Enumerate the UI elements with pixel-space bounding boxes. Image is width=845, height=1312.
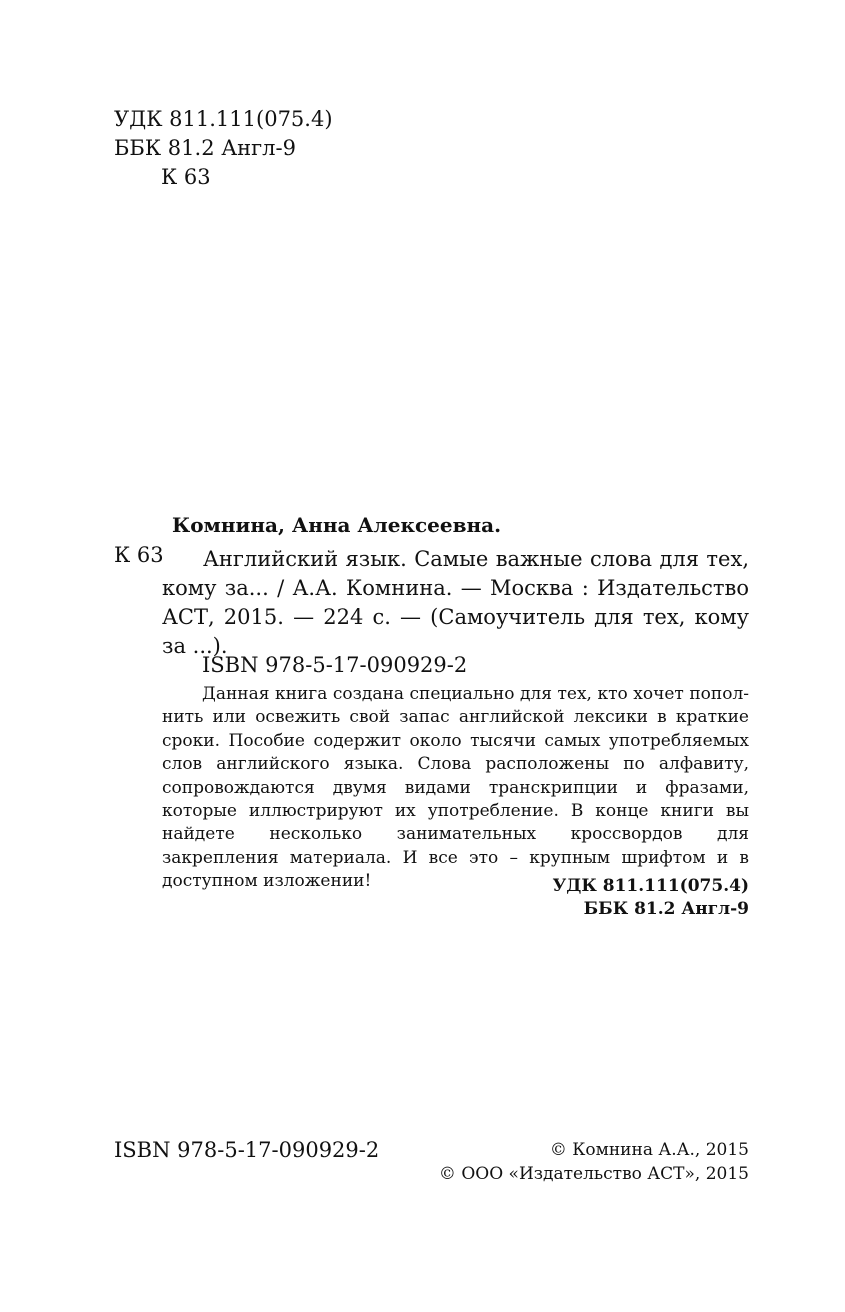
author-code-top: К 63 xyxy=(161,165,211,189)
bbk-code-record: ББК 81.2 Англ-9 xyxy=(583,899,749,919)
udc-code-top: УДК 811.111(075.4) xyxy=(114,107,333,131)
abstract xyxy=(162,683,749,894)
udc-code-record: УДК 811.111(075.4) xyxy=(552,876,749,896)
isbn-footer: ISBN 978-5-17-090929-2 xyxy=(114,1138,380,1162)
bbk-code-top: ББК 81.2 Англ-9 xyxy=(114,136,296,160)
copyright-author: © Комнина А.А., 2015 xyxy=(549,1140,749,1160)
author-code-record: К 63 xyxy=(114,543,164,567)
isbn-record: ISBN 978-5-17-090929-2 xyxy=(202,653,468,677)
abstract-text: Данная книга создана специально для тех, кто хочет пополнить или освежить свой запас английской лексики в краткие сроки. Пособие содержит около тысячи самых употребляемых слов английского языка. Слова расположены по алфавиту, сопровождаются двумя видами транскрипции и фразами, которые иллюстрируют их употребление. В конце книги вы найдете несколько занимательных кроссвордов для закрепления материала. И все это – крупным шрифтом и в доступном изложении! xyxy=(162,684,749,892)
description-text: Английский язык. Самые важные слова для тех, кому за... / А.А. Комнина. — Москва : Издательство АСТ, 2015. — 224 с. — (Самоучитель для тех, кому за ...). xyxy=(162,547,749,658)
copyright-publisher: © ООО «Издательство АСТ», 2015 xyxy=(438,1164,749,1184)
bibliographic-description xyxy=(162,545,749,661)
author-name: Комнина, Анна Алексеевна. xyxy=(172,513,502,537)
